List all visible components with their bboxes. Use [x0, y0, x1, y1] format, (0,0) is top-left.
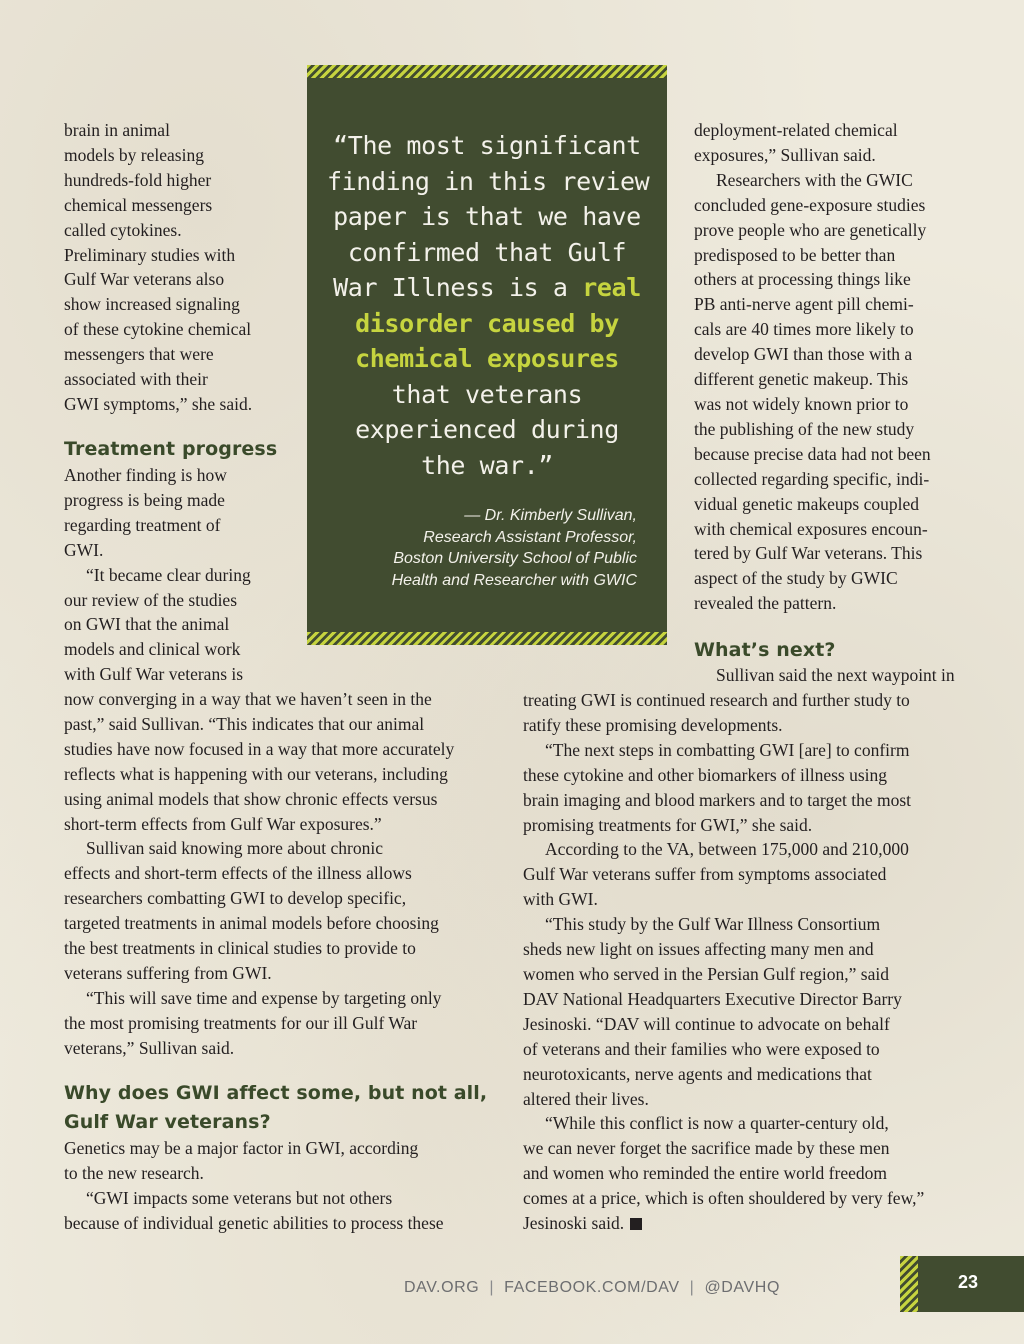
text-line: altered their lives.	[523, 1088, 649, 1109]
attribution-line: Health and Researcher with GWIC	[391, 571, 637, 589]
text-line: Genetics may be a major factor in GWI, according	[64, 1138, 419, 1158]
text-line: hundreds-fold higher	[64, 169, 212, 190]
text-line: “While this conflict is now a quarter-century old,	[545, 1113, 889, 1134]
footer-link-facebook[interactable]: FACEBOOK.COM/DAV	[504, 1279, 680, 1296]
text-line: aspect of the study by GWIC	[694, 568, 898, 589]
text-line: short-term effects from Gulf War exposures.”	[64, 813, 382, 834]
quote-highlight: real	[582, 273, 641, 302]
heading-why-gwi-line1: Why does GWI affect some, but not all,	[64, 1082, 488, 1104]
end-mark-icon	[630, 1218, 642, 1230]
text-line: Researchers with the GWIC	[716, 169, 913, 190]
text-line: “It became clear during	[86, 564, 251, 585]
text-line: veterans suffering from GWI.	[64, 962, 272, 983]
text-line: comes at a price, which is often shouldered by very few,”	[523, 1188, 925, 1209]
quote-highlight: chemical exposures	[355, 344, 619, 373]
text-line: past,” said Sullivan. “This indicates that our animal	[64, 713, 425, 734]
quote-line: paper is that we have	[333, 202, 641, 231]
text-line: Another finding is how	[64, 465, 227, 485]
text-line: chemical messengers	[64, 194, 213, 215]
text-line: our review of the studies	[64, 589, 238, 610]
quote-line: that veterans	[391, 379, 583, 409]
text-line: predisposed to be better than	[694, 244, 896, 265]
text-line: exposures,” Sullivan said.	[694, 144, 876, 165]
text-line: ratify these promising developments.	[523, 714, 783, 735]
quote-attribution	[392, 505, 637, 591]
text-line: different genetic makeup. This	[694, 369, 909, 390]
text-line: develop GWI than those with a	[694, 344, 913, 365]
text-line: GWI.	[64, 539, 104, 560]
text-line: with chemical exposures encoun-	[694, 518, 928, 539]
footer-link-twitter[interactable]: @DAVHQ	[704, 1279, 780, 1296]
text-line: “This study by the Gulf War Illness Consortium	[545, 914, 881, 935]
attribution-line: Research Assistant Professor,	[423, 528, 637, 546]
quote-plain-segment: War Illness is a	[333, 273, 583, 302]
text-line: Gulf War veterans suffer from symptoms associated	[523, 864, 887, 885]
text-line: women who served in the Persian Gulf region,” said	[523, 963, 889, 984]
text-line: models by releasing	[64, 144, 204, 165]
quote-line: finding in this review	[327, 166, 650, 196]
text-line: the most promising treatments for our ill Gulf War	[64, 1012, 418, 1033]
heading-why-gwi-line2: Gulf War veterans?	[64, 1111, 271, 1133]
column1-wide-text	[64, 687, 454, 1061]
page-number: 23	[957, 1272, 979, 1292]
text-line: with GWI.	[523, 889, 598, 910]
text-line: we can never forget the sacrifice made by these men	[523, 1138, 890, 1159]
text-line: because of individual genetic abilities to process these	[64, 1212, 444, 1233]
text-line: tered by Gulf War veterans. This	[694, 543, 923, 564]
text-line: GWI symptoms,” she said.	[64, 393, 253, 414]
text-line: researchers combatting GWI to develop specific,	[64, 888, 407, 909]
text-line: Preliminary studies with	[64, 244, 236, 265]
text-line: the best treatments in clinical studies to provide to	[64, 938, 416, 959]
text-line: messengers that were	[64, 344, 214, 365]
quote-highlight: disorder caused by	[355, 308, 619, 338]
text-line: of veterans and their families who were exposed to	[523, 1038, 880, 1059]
text-line: associated with their	[64, 369, 208, 390]
text-line: “This will save time and expense by targeting only	[86, 987, 442, 1008]
text-line: with Gulf War veterans is	[64, 664, 244, 685]
text-line	[523, 1211, 642, 1236]
attribution-line: Boston University School of Public	[393, 550, 637, 567]
text-line: these cytokine and other biomarkers of illness using	[523, 764, 888, 785]
footer-separator: |	[689, 1279, 695, 1296]
quote-line	[327, 270, 647, 306]
why-gwi-text	[64, 1136, 444, 1236]
text-line: treating GWI is continued research and further study to	[523, 690, 910, 710]
text-line: cals are 40 times more likely to	[694, 319, 914, 340]
hatch-stripe-top	[307, 65, 667, 78]
text-line: brain imaging and blood markers and to target the most	[523, 789, 911, 810]
text-line: vidual genetic makeups coupled	[694, 493, 919, 514]
attribution-line: — Dr. Kimberly Sullivan,	[464, 507, 637, 524]
text-line: neurotoxicants, nerve agents and medications that	[523, 1063, 872, 1084]
text-line: PB anti-nerve agent pill chemi-	[694, 294, 914, 315]
quote-line: confirmed that Gulf	[347, 237, 627, 267]
text-line: the publishing of the new study	[694, 418, 915, 439]
text-line: “GWI impacts some veterans but not others	[86, 1187, 393, 1208]
pull-quote-text	[327, 128, 650, 483]
footer-separator: |	[489, 1279, 495, 1296]
hatch-stripe-bottom	[307, 632, 667, 645]
whats-next-first-line	[694, 663, 955, 688]
text-line: revealed the pattern.	[694, 593, 837, 614]
text-line: called cytokines.	[64, 219, 182, 240]
text-line: DAV National Headquarters Executive Director Barry	[523, 988, 902, 1009]
text-line: progress is being made	[64, 489, 225, 510]
article-last-line	[523, 1211, 642, 1236]
text-line: using animal models that show chronic effects versus	[64, 788, 438, 809]
quote-line: “The most significant	[333, 131, 641, 160]
text-line: sheds new light on issues affecting many men and	[523, 939, 874, 960]
footer-links	[404, 1279, 780, 1297]
text-line: “The next steps in combatting GWI [are] to confirm	[545, 739, 910, 760]
text-line: concluded gene-exposure studies	[694, 194, 926, 215]
last-line-text: Jesinoski said.	[523, 1212, 625, 1233]
text-line: deployment-related chemical	[694, 120, 898, 140]
column2-lower-text	[523, 688, 924, 1211]
text-line: targeted treatments in animal models before choosing	[64, 913, 439, 934]
text-line: collected regarding specific, indi-	[694, 468, 930, 489]
footer-link-website[interactable]: DAV.ORG	[404, 1279, 480, 1296]
hatch-stripe-tab	[900, 1256, 918, 1312]
text-line: reflects what is happening with our veterans, including	[64, 763, 448, 784]
text-line: show increased signaling	[64, 294, 240, 315]
column3-text	[694, 118, 931, 616]
quote-line: experienced during	[355, 415, 619, 444]
heading-treatment-progress: Treatment progress	[64, 438, 278, 460]
text-line: and women who reminded the entire world freedom	[523, 1163, 887, 1184]
text-line: veterans,” Sullivan said.	[64, 1037, 235, 1058]
text-line: brain in animal	[64, 120, 170, 140]
text-line: effects and short-term effects of the illness allows	[64, 863, 412, 884]
text-line: studies have now focused in a way that more accurately	[64, 738, 455, 759]
text-line: others at processing things like	[694, 269, 911, 290]
page-number-tab	[900, 1256, 1024, 1312]
text-line: promising treatments for GWI,” she said.	[523, 814, 813, 835]
text-line: to the new research.	[64, 1162, 204, 1183]
column1-top-text	[64, 118, 252, 417]
text-line: on GWI that the animal	[64, 614, 230, 635]
text-line: now converging in a way that we haven’t seen in the	[64, 689, 432, 709]
text-line: prove people who are genetically	[694, 219, 927, 240]
treatment-progress-text	[64, 463, 251, 687]
pull-quote-box	[307, 65, 667, 645]
text-line: was not widely known prior to	[694, 393, 909, 414]
quote-line: the war.”	[421, 450, 553, 480]
text-line: According to the VA, between 175,000 and 210,000	[545, 839, 909, 860]
text-line: Sullivan said the next waypoint in	[716, 665, 955, 685]
text-line: Sullivan said knowing more about chronic	[86, 838, 383, 859]
text-line: Jesinoski. “DAV will continue to advocate on behalf	[523, 1013, 890, 1034]
text-line: Gulf War veterans also	[64, 269, 225, 290]
text-line: models and clinical work	[64, 639, 241, 660]
text-line: of these cytokine chemical	[64, 319, 252, 340]
text-line: regarding treatment of	[64, 514, 221, 535]
text-line: because precise data had not been	[694, 443, 931, 464]
heading-whats-next: What’s next?	[694, 639, 836, 661]
